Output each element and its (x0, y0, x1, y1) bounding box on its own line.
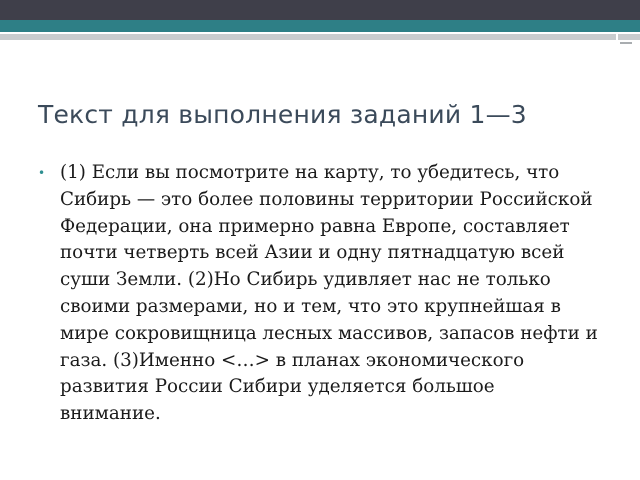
slide-content (38, 160, 598, 428)
slide-header-teal-band (0, 20, 640, 32)
slide-header-bracket-decoration (378, 34, 618, 42)
bullet-text: (1) Если вы посмотрите на карту, то убедитесь, что Сибирь — это более половины территории Российской Федерации, она примерно равна Европе, составляет почти четверть всей Азии и одну пятнадцатую всей суши Земли. (2)Но Сибирь удивляет нас не только своими размерами, но и тем, что это крупнейшая в мире сокровищница лесных массивов, запасов нефти и газа. (3)Именно <…> в планах экономического развития России Сибири уделяется большое внимание. (60, 162, 598, 425)
slide-title: Текст для выполнения заданий 1—3 (38, 100, 527, 129)
bullet-item (38, 160, 598, 428)
slide-header-dark-bar (0, 0, 640, 20)
slide-header-small-decoration (620, 36, 632, 44)
bullet-dot-icon: • (38, 166, 46, 180)
